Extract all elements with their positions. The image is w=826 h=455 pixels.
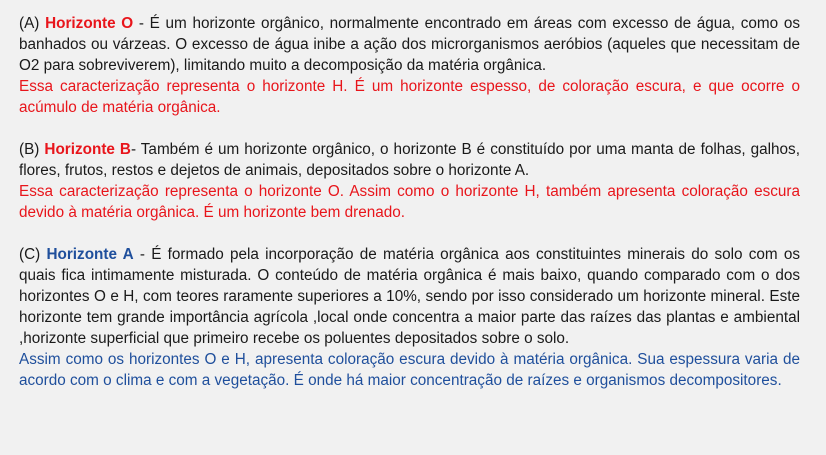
item-prefix: (C) [19,246,47,263]
definition-paragraph [19,13,800,76]
definition-paragraph [19,139,800,181]
comment-paragraph: Assim como os horizontes O e H, apresenta coloração escura devido à matéria orgânica. Sua espessura varia de acordo com o clima e com a vegetação. É onde há maior concentração de raízes e organismos decompositores. [19,351,800,389]
comment-paragraph: Essa caracterização representa o horizonte O. Assim como o horizonte H, também apresenta coloração escura devido à matéria orgânica. É um horizonte bem drenado. [19,183,800,221]
block-b [19,139,800,223]
item-prefix: (A) [19,15,46,32]
comment-paragraph: Essa caracterização representa o horizonte H. É um horizonte espesso, de coloração escura, e que ocorre o acúmulo de matéria orgânica. [19,78,800,116]
block-a [19,13,800,118]
block-c [19,244,800,391]
item-prefix: (B) [19,141,45,158]
term-label: Horizonte B [44,141,131,158]
definition-text: - É um horizonte orgânico, normalmente encontrado em áreas com excesso de água, como os banhados ou várzeas. O excesso de água inibe a ação dos microrganismos aeróbios (aqueles que necessitam de O2 para sobreviverem), limitando muito a decomposição da matéria orgânica. [19,15,800,74]
definition-text: - É formado pela incorporação de matéria orgânica aos constituintes minerais do solo com os quais fica intimamente misturada. O conteúdo de matéria orgânica é mais baixo, quando comparado com o dos horizontes O e H, com teores raramente superiores a 10%, sendo por isso considerado um horizonte mineral. Este horizonte tem grande importância agrícola ,local onde concentra a maior parte das raízes das plantas e ambiental ,horizonte superficial que primeiro recebe os poluentes depositados sobre o solo. [19,246,800,347]
term-label: Horizonte A [46,246,134,263]
definition-text: - Também é um horizonte orgânico, o horizonte B é constituído por uma manta de folhas, galhos, flores, frutos, restos e dejetos de animais, depositados sobre o horizonte A. [19,141,800,179]
term-label: Horizonte O [45,15,134,32]
definition-paragraph [19,244,800,349]
